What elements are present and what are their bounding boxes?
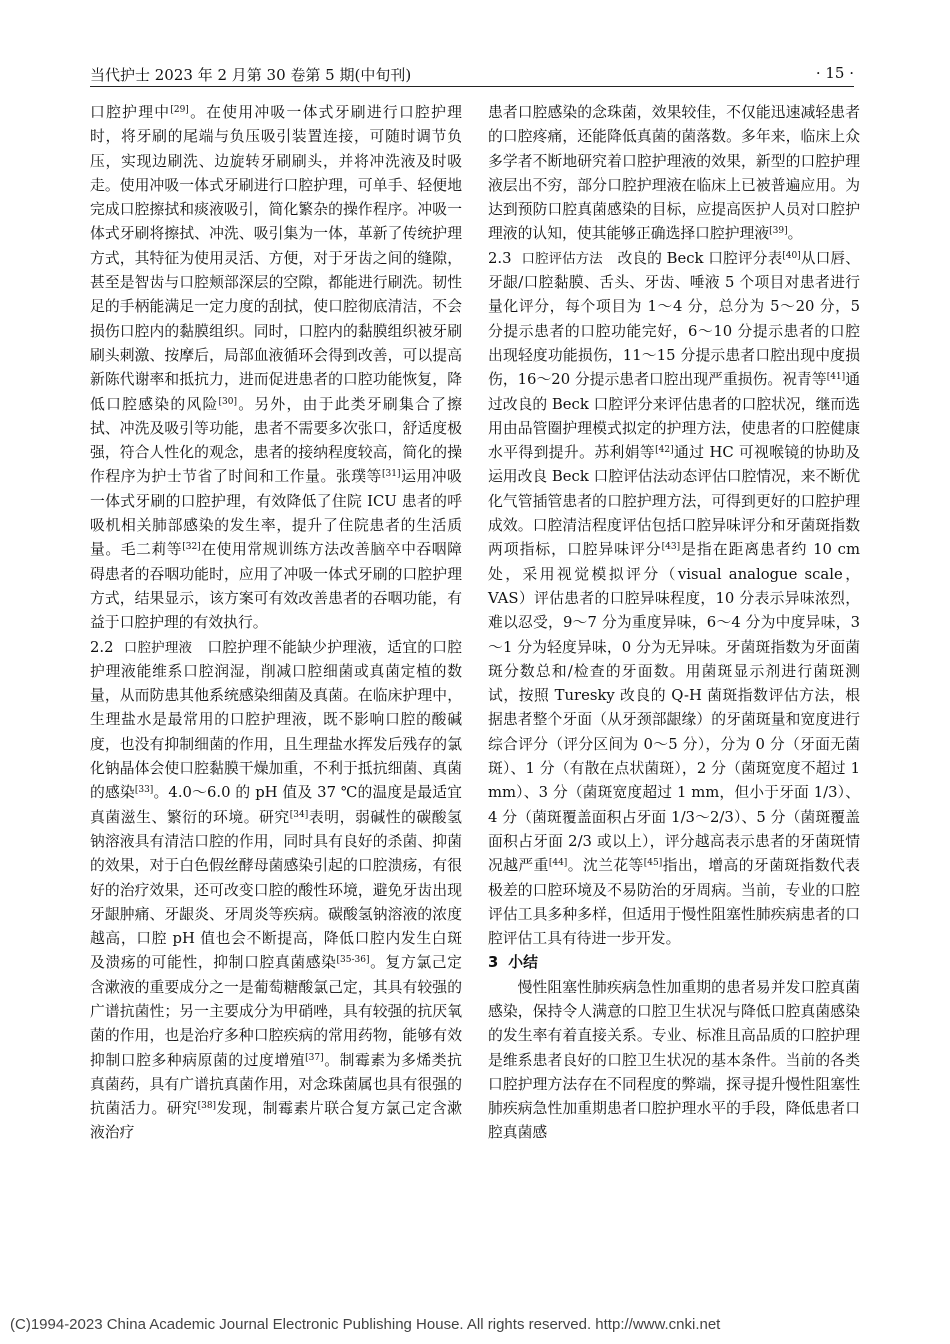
citation: [42] bbox=[655, 445, 674, 456]
section-3-heading bbox=[488, 951, 860, 975]
citation: [30] bbox=[218, 396, 238, 407]
citation: [34] bbox=[289, 809, 309, 820]
citation: [35-36] bbox=[336, 955, 370, 966]
citation: [43] bbox=[661, 542, 681, 553]
paragraph: 慢性阻塞性肺疾病急性加重期的患者易并发口腔真菌感染，保持令人满意的口腔卫生状况与降低口腔真菌感染的发生率有着直接关系。专业、标准且高品质的口腔护理是维系患者良好的口腔卫生状况的基本条件。当前的各类口腔护理方法存在不同程度的弊端，探寻提升慢性阻塞性肺疾病急性加重期患者口腔护理水平的手段，降低患者口腔真菌感 bbox=[488, 978, 860, 1142]
section-title: 小结 bbox=[508, 954, 538, 972]
citation: [44] bbox=[548, 858, 568, 869]
page-number: · 15 · bbox=[815, 64, 854, 82]
right-column bbox=[488, 101, 860, 1146]
copyright-footer: (C)1994-2023 China Academic Journal Electronic Publishing House. All rights reserved. http://www.cnki.net bbox=[10, 1316, 721, 1333]
citation: [41] bbox=[826, 372, 846, 383]
citation: [33] bbox=[134, 785, 154, 796]
section-title: 口腔评估方法 bbox=[521, 250, 603, 267]
citation: [37] bbox=[305, 1052, 324, 1063]
citation: [40] bbox=[782, 250, 801, 261]
section-2-3: 2.3 口腔评估方法 改良的 Beck 口腔评分表[40]从口唇、牙龈/口腔黏膜、舌头、牙齿、唾液 5 个项目对患者进行量化评分，每个项目为 1～4 分，总分为 5～20 分，5 分提示患者的口腔功能完好，6～10 分提示患者的口腔出现轻度功能损伤，11～15 分提示患者口腔出现中度损伤，16～20 分提示患者口腔出现严重损伤。祝青等[41]通过改良的 Beck 口腔评分来评估患者的口腔状况，继而选用由品管圈护理模式拟定的护理方法，使患者的口腔健康水平得到提升。苏利娟等[42]通过 HC 可视喉镜的协助及运用改良 Beck 口腔评估法动态评估口腔情况，来不断优化气管插管患者的口腔护理方法，可得到更好的口腔护理成效。口腔清洁程度评估包括口腔异味评分和牙菌斑指数两项指标，口腔异味评分[43]是指在距离患者约 10 cm 处，采用视觉模拟评分（visual analogue scale，VAS）评估患者的口腔异味程度，10 分表示异味浓烈，难以忍受，9～7 分为重度异味，6～4 分为中度异味，3～1 分为轻度异味，0 分为无异味。牙菌斑指数为牙面菌斑分数总和/检查的牙面数。用菌斑显示剂进行菌斑测试，按照 Turesky 改良的 Q-H 菌斑指数评估方法，根据患者整个牙面（从牙颈部龈缘）的牙菌斑量和宽度进行综合评分（评分区间为 0～5 分），分为 0 分（牙面无菌斑）、1 分（有散在点状菌斑），2 分（菌斑宽度不超过 1 mm）、3 分（菌斑宽度超过 1 mm，但小于牙面 1/3）、4 分（菌斑覆盖面积占牙面 1/3～2/3）、5 分（菌斑覆盖面积占牙面 2/3 或以上），评分越高表示患者的牙菌斑情况越严重[44]。沈兰花等[45]指出，增高的牙菌斑指数代表极差的口腔环境及不易防治的牙周病。当前，专业的口腔评估工具多种多样，但适用于慢性阻塞性肺疾病患者的口腔评估工具有待进一步开发。 bbox=[488, 249, 861, 948]
citation: [29] bbox=[170, 105, 189, 115]
section-2-2: 2.2 口腔护理液 口腔护理不能缺少护理液，适宜的口腔护理液能维系口腔润湿，削减口腔细菌或真菌定植的数量，从而防患其他系统感染细菌及真菌。在临床护理中，生理盐水是最常用的口腔护理液，既不影响口腔的酸碱度，也没有抑制细菌的作用，且生理盐水挥发后残存的氯化钠晶体会使口腔黏膜干燥加重，不利于抵抗细菌、真菌的感染[33]。4.0～6.0 的 pH 值及 37 ℃的温度是最适宜真菌滋生、繁衍的环境。研究[34]表明，弱碱性的碳酸氢钠溶液具有清洁口腔的作用，同时具有良好的杀菌、抑菌的效果，对于白色假丝酵母菌感染引起的口腔溃疡，有很好的治疗效果，还可改变口腔的酸性环境，避免牙齿出现牙龈肿痛、牙龈炎、牙周炎等疾病。碳酸氢钠溶液的浓度越高，口腔 pH 值也会不断提高，降低口腔内发生白斑及溃疡的可能性，抑制口腔真菌感染[35-36]。复方氯己定含漱液的重要成分之一是葡萄糖酸氯己定，其具有较强的广谱抗菌性；另一主要成分为甲硝唑，具有较强的抗厌氧菌的作用，也是治疗多种口腔疾病的常用药物，能够有效抑制口腔多种病原菌的过度增殖[37]。制霉素为多烯类抗真菌药，具有广谱抗真菌作用，对念珠菌属也具有很强的抗菌活力。研究[38]发现，制霉素片联合复方氯己定含漱液治疗 bbox=[90, 638, 462, 1142]
citation: [38] bbox=[197, 1101, 217, 1112]
section-number: 2.2 bbox=[90, 638, 114, 656]
paragraph: 口腔护理中[29]。在使用冲吸一体式牙刷进行口腔护理时，将牙刷的尾端与负压吸引装置连接，可随时调节负压，实现边刷洗、边旋转牙刷刷头，并将冲洗液及时吸走。使用冲吸一体式牙刷进行口腔护理，可单手、轻便地完成口腔擦拭和痰液吸引，简化繁杂的操作程序。冲吸一体式牙刷将擦拭、冲洗、吸引集为一体，革新了传统护理方式，其特征为使用灵活、方便，对于牙齿之间的缝隙，甚至是智齿与口腔颊部深层的空隙，都能进行刷洗。韧性足的手柄能满足一定力度的刮拭，使口腔彻底清洁，不会损伤口腔内的黏膜组织。同时，口腔内的黏膜组织被牙刷刷头刺激、按摩后，局部血液循环会得到改善，可以提高新陈代谢率和抵抗力，进而促进患者的口腔功能恢复，降低口腔感染的风险[30]。另外，由于此类牙刷集合了擦拭、冲洗及吸引等功能，患者不需要多次张口，舒适度极强，符合人性化的观念，患者的接纳程度较高，简化的操作程序为护士节省了时间和工作量。张璞等[31]运用冲吸一体式牙刷的口腔护理，有效降低了住院 ICU 患者的呼吸机相关肺部感染的发生率，提升了住院患者的生活质量。毛二莉等[32]在使用常规训练方法改善脑卒中吞咽障碍患者的吞咽功能时，应用了冲吸一体式牙刷的口腔护理方式，结果显示，该方案可有效改善患者的吞咽功能，有益于口腔护理的有效执行。 bbox=[90, 104, 462, 632]
journal-citation: 当代护士 2023 年 2 月第 30 卷第 5 期(中旬刊) bbox=[90, 66, 412, 84]
citation: [39] bbox=[769, 226, 788, 237]
left-column bbox=[90, 101, 462, 1146]
citation: [32] bbox=[182, 542, 201, 553]
section-title: 口腔护理液 bbox=[123, 639, 193, 656]
citation: [31] bbox=[382, 469, 401, 480]
running-header bbox=[90, 64, 854, 87]
paragraph: 患者口腔感染的念珠菌，效果较佳，不仅能迅速减轻患者的口腔疼痛，还能降低真菌的菌落数。多年来，临床上众多学者不断地研究着口腔护理液的效果，新型的口腔护理液层出不穷，部分口腔护理液在临床上已被普遍应用。为达到预防口腔真菌感染的目标，应提高医护人员对口腔护理液的认知，使其能够正确选择口腔护理液[39]。 bbox=[488, 104, 860, 243]
section-number: 2.3 bbox=[488, 249, 512, 267]
section-number: 3 bbox=[488, 954, 499, 972]
citation: [45] bbox=[643, 858, 663, 869]
